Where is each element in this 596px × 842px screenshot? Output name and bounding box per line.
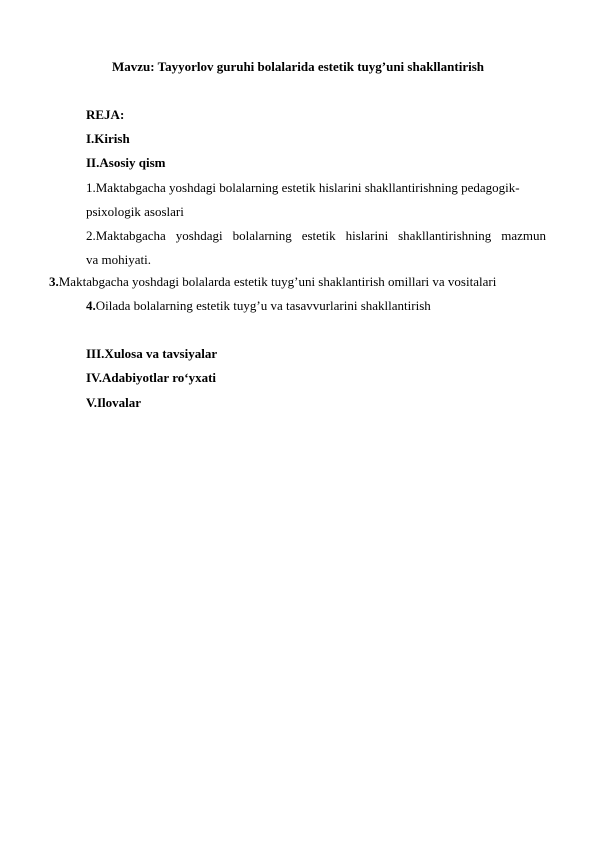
plan-item-2-word: 2.Maktabgacha bbox=[86, 228, 166, 243]
plan-item-3-text: Maktabgacha yoshdagi bolalarda estetik tuyg’uni shaklantirish omillari va vositalari bbox=[58, 274, 497, 289]
plan-item-2-line-2: va mohiyati. bbox=[86, 252, 151, 267]
plan-item-3-number: 3. bbox=[49, 274, 59, 289]
plan-item-2-word: mazmun bbox=[501, 228, 546, 243]
plan-item-2-word: bolalarning bbox=[232, 228, 292, 243]
plan-item-1-line-1: 1.Maktabgacha yoshdagi bolalarning estetik hislarini shakllantirishning pedagogik- bbox=[86, 180, 520, 195]
plan-item-4-text: Oilada bolalarning estetik tuyg’u va tasavvurlarini shakllantirish bbox=[95, 298, 431, 313]
section-appendices: V.Ilovalar bbox=[86, 395, 142, 410]
plan-item-4-number: 4. bbox=[86, 298, 96, 313]
plan-item-3 bbox=[49, 274, 496, 290]
document-title: Mavzu: Tayyorlov guruhi bolalarida estetik tuyg’uni shakllantirish bbox=[111, 59, 484, 74]
plan-heading: REJA: bbox=[86, 107, 125, 122]
plan-item-2-line-1 bbox=[86, 228, 546, 244]
section-main-part: II.Asosiy qism bbox=[86, 155, 166, 170]
section-conclusion: III.Xulosa va tavsiyalar bbox=[86, 346, 218, 361]
plan-item-4 bbox=[86, 298, 431, 314]
plan-item-2-word: shakllantirishning bbox=[398, 228, 492, 243]
section-introduction: I.Kirish bbox=[86, 131, 130, 146]
plan-item-1-line-2: psixologik asoslari bbox=[86, 204, 184, 219]
plan-item-2-word: yoshdagi bbox=[175, 228, 223, 243]
section-references: IV.Adabiyotlar ro‘yxati bbox=[86, 370, 217, 385]
plan-item-2-word: hislarini bbox=[345, 228, 389, 243]
plan-item-2-word: estetik bbox=[301, 228, 336, 243]
